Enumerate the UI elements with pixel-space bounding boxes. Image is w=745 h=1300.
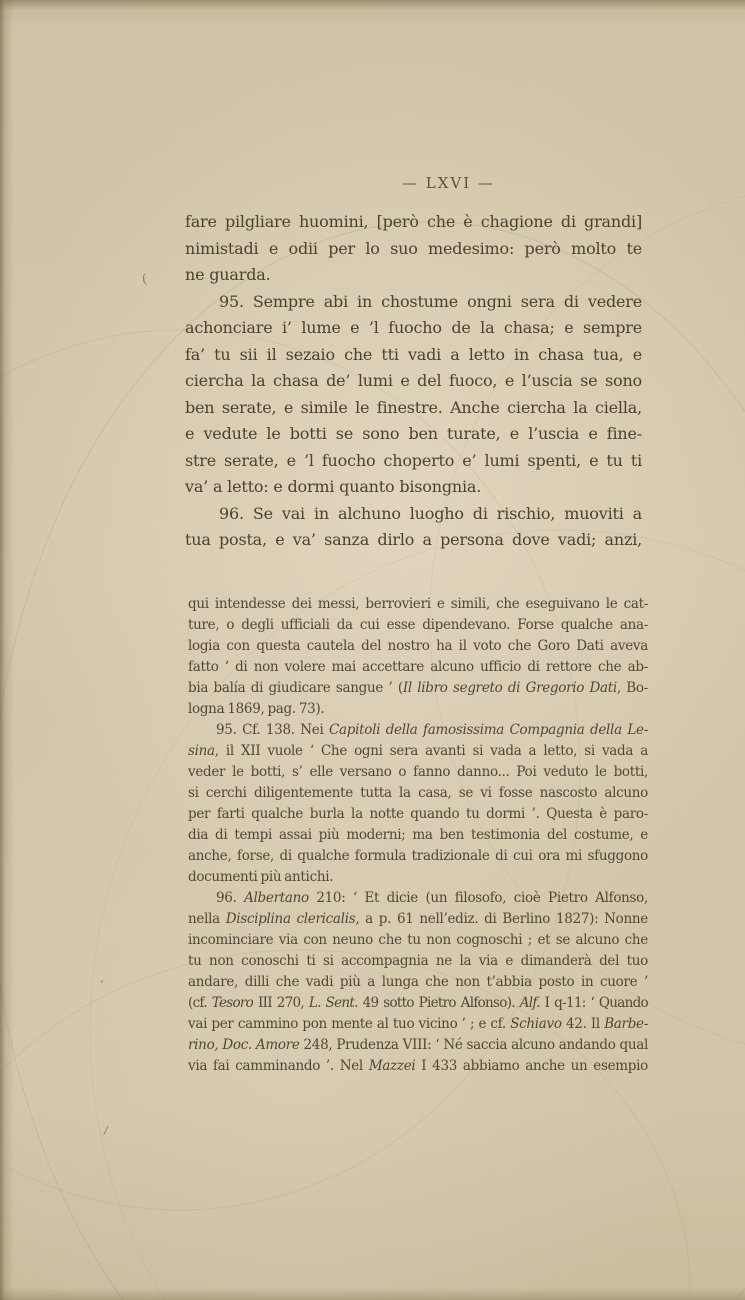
footnote-line: si cerchi diligentemente tutta la casa, se vi fosse nascosto alcuno <box>188 785 648 801</box>
main-text-line: fare pilgliare huomini, [però che è chagione di grandi] <box>185 212 642 231</box>
main-text-line: fa’ tu sii il sezaio che tti vadi a letto in chasa tua, e <box>185 344 642 364</box>
paper-edge-top <box>0 0 745 10</box>
main-text <box>185 209 642 554</box>
main-text-line: va’ a letto: e dormi quanto bisongnia. <box>185 477 482 496</box>
paper-edge-bottom <box>0 1288 745 1300</box>
scan-artifact-mark: ’ <box>97 977 105 993</box>
main-text-line: 96. Se vai in alchuno luogho di rischio, muoviti a <box>219 503 642 523</box>
footnote-line: logia con questa cautela del nostro ha il voto che Goro Dati aveva <box>188 638 648 654</box>
footnote-line: dia di tempi assai più moderni; ma ben testimonia del costume, e <box>188 827 648 843</box>
scan-artifact-mark: ( <box>141 271 148 288</box>
footnote-line: anche, forse, di qualche formula tradizionale di cui ora mi sfuggono <box>188 848 648 864</box>
footnote-line: 95. Cf. 138. Nei Capitoli della famosissima Compagnia della Le- <box>216 722 648 738</box>
main-text-line: ciercha la chasa de’ lumi e del fuoco, e l’uscia se sono <box>185 371 642 390</box>
footnote-line: documenti più antichi. <box>188 869 334 885</box>
footnote-line: vai per cammino pon mente al tuo vicino ’ ; e cf. Schiavo 42. Il Barbe- <box>188 1016 648 1032</box>
footnote-line: logna 1869, pag. 73). <box>188 701 325 717</box>
footnote-line: per farti qualche burla la notte quando tu dormi ’. Questa è paro- <box>188 806 648 822</box>
footnote-line: ture, o degli ufficiali da cui esse dipendevano. Forse qualche ana- <box>188 617 648 633</box>
main-text-line: ne guarda. <box>185 265 271 284</box>
main-text-line: e vedute le botti se sono ben turate, e l’uscia e fine- <box>185 424 642 443</box>
main-text-line: achonciare i’ lume e ’l fuocho de la chasa; e sempre <box>185 318 642 337</box>
footnote-line: bia balía di giudicare sangue ’ (Il libro segreto di Gregorio Dati, Bo- <box>188 680 648 696</box>
page-number: — LXVI — <box>402 174 495 192</box>
paper-edge-left <box>0 0 14 1300</box>
scan-artifact-mark: / <box>103 1123 109 1138</box>
footnotes <box>188 594 648 1077</box>
footnote-line: nella Disciplina clericalis, a p. 61 nell’ediz. di Berlino 1827): Nonne <box>188 911 648 927</box>
footnote-line: qui intendesse dei messi, berrovieri e simili, che eseguivano le cat- <box>188 596 648 612</box>
main-text-line: tua posta, e va’ sanza dirlo a persona dove vadi; anzi, <box>185 530 642 549</box>
footnote-line: veder le botti, s’ elle versano o fanno danno... Poi veduto le botti, <box>188 764 648 780</box>
footnote-line: rino, Doc. Amore 248, Prudenza VIII: ‘ Né saccia alcuno andando qual <box>188 1037 648 1053</box>
footnote-line: incominciare via con neuno che tu non cognoschi ; et se alcuno che <box>188 932 648 948</box>
footnote-line: via fai camminando ’. Nel Mazzei I 433 abbiamo anche un esempio <box>188 1058 648 1074</box>
footnote-line: 96. Albertano 210: ‘ Et dicie (un filosofo, cioè Pietro Alfonso, <box>216 890 648 906</box>
footnote-line: tu non conoschi ti si accompagnia ne la via e dimanderà del tuo <box>188 953 648 969</box>
main-text-line: ben serate, e simile le finestre. Anche ciercha la ciella, <box>185 397 642 417</box>
main-text-line: nimistadi e odii per lo suo medesimo: però molto te <box>185 238 642 258</box>
main-text-line: 95. Sempre abi in chostume ongni sera di vedere <box>219 291 642 311</box>
footnote-line: (cf. Tesoro III 270, L. Sent. 49 sotto Pietro Alfonso). Alf. I q-11: ‘ Quando <box>188 995 648 1011</box>
main-text-line: stre serate, e ’l fuocho choperto e’ lumi spenti, e tu ti <box>185 450 642 470</box>
footnote-line: fatto ‘ di non volere mai accettare alcuno ufficio di rettore che ab- <box>188 659 648 675</box>
footnote-line: andare, dilli che vadi più a lunga che non t’abbia posto in cuore ’ <box>188 974 648 990</box>
footnote-line: sina, il XII vuole ‘ Che ogni sera avanti si vada a letto, si vada a <box>188 743 648 759</box>
